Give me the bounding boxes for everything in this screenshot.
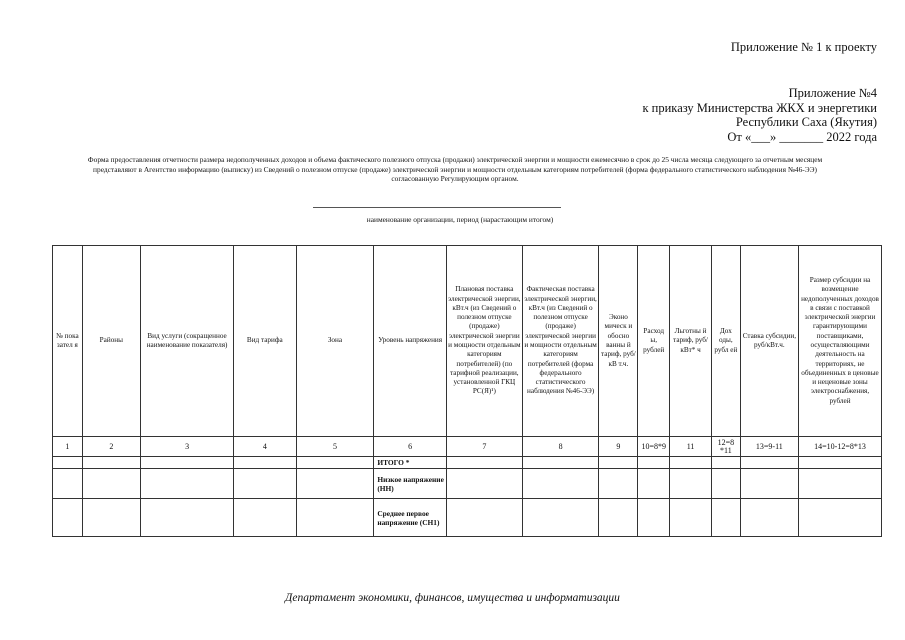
column-number: 8 bbox=[522, 437, 599, 457]
annex-4-line: к приказу Министерства ЖКХ и энергетики bbox=[642, 100, 877, 115]
header-cell: Фактическая поставка электрической энергии, кВт.ч (из Сведений о полезном отпуске (продаже) электрической энергии и мощности отдельным категориям потребителей (форма федерального статистического наблюдения №46-ЭЭ) bbox=[522, 246, 599, 437]
table-row-total bbox=[53, 457, 882, 469]
column-number: 1 bbox=[53, 437, 83, 457]
header-cell: Вид тарифа bbox=[234, 246, 296, 437]
annex-4-block bbox=[642, 86, 877, 144]
column-number: 5 bbox=[296, 437, 374, 457]
organization-caption: наименование организации, период (нарастающим итогом) bbox=[366, 215, 554, 224]
row-label-medium-voltage: Среднее первое напряжение (СН1) bbox=[374, 499, 447, 537]
column-number: 4 bbox=[234, 437, 296, 457]
header-cell: Уровень напряжения bbox=[374, 246, 447, 437]
header-cell: Зона bbox=[296, 246, 374, 437]
row-label-total: ИТОГО * bbox=[374, 457, 447, 469]
report-table bbox=[52, 245, 882, 537]
table-row-medium-voltage bbox=[53, 499, 882, 537]
header-cell: Ставка субсидии, руб/кВт.ч. bbox=[740, 246, 798, 437]
table-row-low-voltage bbox=[53, 469, 882, 499]
annex-4-line: Республики Саха (Якутия) bbox=[735, 115, 877, 129]
footer-department: Департамент экономики, финансов, имущества и информатизации bbox=[285, 592, 620, 604]
header-cell: Размер субсидии на возмещение недополученных доходов в связи с поставкой электрической энергии гарантирующими поставщиками, осуществляющими деятельность на территориях, не объединенных в ценовые и неценовые зоны электроснабжения, рублей bbox=[799, 246, 882, 437]
column-number: 7 bbox=[446, 437, 522, 457]
column-number: 6 bbox=[374, 437, 447, 457]
header-cell: Районы bbox=[82, 246, 140, 437]
annex-4-line: Приложение №4 bbox=[788, 86, 877, 100]
column-number: 13=9-11 bbox=[740, 437, 798, 457]
organization-name-line bbox=[313, 207, 561, 208]
column-number: 11 bbox=[670, 437, 712, 457]
column-number: 9 bbox=[599, 437, 638, 457]
header-cell: Расход ы, рублей bbox=[638, 246, 670, 437]
annex-4-line: От «___» _______ 2022 года bbox=[727, 129, 877, 144]
header-cell: Вид услуги (сокращенное наименование показателя) bbox=[141, 246, 234, 437]
intro-paragraph: Форма предоставления отчетности размера недополученных доходов и объема фактического полезного отпуска (продажи) электрической энергии и мощности ежемесячно в срок до 25 числа месяца следующего за отчетным месяцем представляют в Агентство информацию (выписку) из Сведений о полезном отпуске (продаже) электрической энергии и мощности отдельным категориям потребителей (форма федерального статистического наблюдения №46-ЭЭ) согласованную Регулирующим органом. bbox=[87, 155, 823, 183]
column-number: 14=10-12=8*13 bbox=[799, 437, 882, 457]
header-cell: Плановая поставка электрической энергии, кВт.ч (из Сведений о полезном отпуске (продаже) электрической энергии и мощности отдельным категориям потребителей) (по тарифной реализации, установленной ГКЦ РС(Я)¹) bbox=[446, 246, 522, 437]
column-number: 2 bbox=[82, 437, 140, 457]
header-cell: Льготны й тариф, руб/кВт* ч bbox=[670, 246, 712, 437]
header-cell: Эконо мическ и обосно ванны й тариф, руб/кВ т.ч. bbox=[599, 246, 638, 437]
header-cell: № пока зател я bbox=[53, 246, 83, 437]
annex-1-note: Приложение № 1 к проекту bbox=[730, 40, 877, 54]
header-cell: Дох оды, рубл ей bbox=[712, 246, 741, 437]
column-number-row bbox=[53, 437, 882, 457]
column-number: 12=8 *11 bbox=[712, 437, 741, 457]
row-label-low-voltage: Низкое напряжение (НН) bbox=[374, 469, 447, 499]
table-header-row bbox=[53, 246, 882, 437]
column-number: 3 bbox=[141, 437, 234, 457]
column-number: 10=8*9 bbox=[638, 437, 670, 457]
